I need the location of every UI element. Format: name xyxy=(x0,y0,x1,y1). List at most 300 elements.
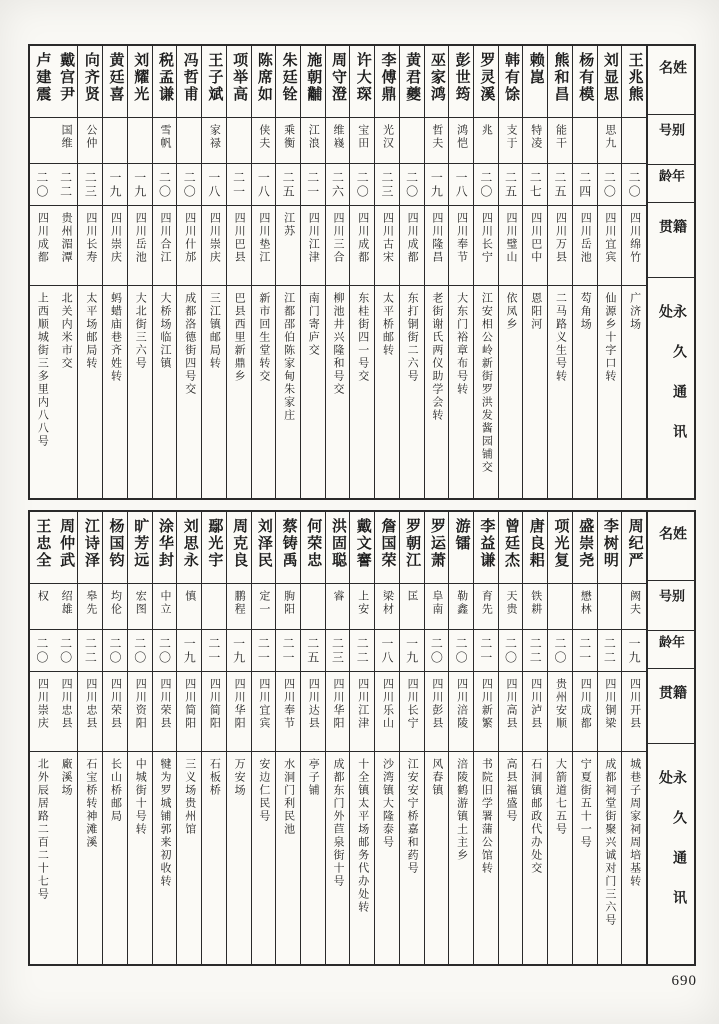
person-name-cell-text: 向齐贤 xyxy=(82,52,99,103)
person-age-cell-text: 二一 xyxy=(478,636,493,665)
person-alias-cell xyxy=(573,584,597,630)
person-origin-cell xyxy=(276,672,300,752)
person-origin-cell xyxy=(30,206,54,286)
person-name-cell xyxy=(350,46,374,118)
person-name-cell xyxy=(400,512,424,584)
person-name-cell xyxy=(153,46,177,118)
person-address-cell xyxy=(202,752,226,964)
person-age-cell-text: 二二 xyxy=(58,170,73,199)
person-origin-cell-text: 四川崇庆 xyxy=(109,212,122,264)
person-alias-cell xyxy=(474,584,498,630)
person-name-cell xyxy=(622,46,646,118)
person-age-cell xyxy=(54,164,78,206)
person-age-cell-text: 二七 xyxy=(528,170,543,199)
person-origin-cell xyxy=(326,206,350,286)
person-age-cell-text: 二一 xyxy=(231,170,246,199)
person-column xyxy=(177,512,202,964)
person-alias-cell xyxy=(78,118,102,164)
person-address-cell xyxy=(523,752,547,964)
person-age-cell-text: 二〇 xyxy=(627,170,642,199)
person-origin-cell-text: 四川乐山 xyxy=(381,678,394,730)
person-column xyxy=(103,512,128,964)
person-origin-cell xyxy=(54,206,78,286)
person-name-cell xyxy=(227,512,251,584)
person-origin-cell xyxy=(449,672,473,752)
person-address-cell-text: 水洞门利民池 xyxy=(282,758,295,836)
person-address-cell-text: 十全镇太平场邮务代办处转 xyxy=(356,758,369,914)
person-origin-cell xyxy=(375,672,399,752)
person-address-cell xyxy=(474,286,498,498)
person-address-cell-text: 长山桥邮局 xyxy=(109,758,122,823)
person-origin-cell-text: 四川成都 xyxy=(36,212,49,264)
person-name-cell xyxy=(474,512,498,584)
person-address-cell xyxy=(573,752,597,964)
person-origin-cell xyxy=(202,206,226,286)
person-name-cell-text: 游镭 xyxy=(453,518,470,552)
person-address-cell-text: 沙湾镇大隆泰号 xyxy=(381,758,394,849)
header-age-label-text: 年龄 xyxy=(657,168,685,186)
person-address-cell-text: 东桂街四一号交 xyxy=(356,292,369,383)
person-age-cell-text: 二〇 xyxy=(429,636,444,665)
person-age-cell xyxy=(548,164,572,206)
person-name-cell-text: 巫家鸿 xyxy=(428,52,445,103)
person-column xyxy=(350,512,375,964)
person-alias-cell xyxy=(375,118,399,164)
person-age-cell xyxy=(474,164,498,206)
person-name-cell-text: 施朝黼 xyxy=(305,52,322,103)
person-address-cell xyxy=(78,752,102,964)
person-address-cell-text: 石洞镇邮政代办处交 xyxy=(529,758,542,875)
person-address-cell-text: 成都东门外苣泉街十号 xyxy=(332,758,345,888)
person-age-cell xyxy=(153,164,177,206)
person-origin-cell-text: 四川崇庆 xyxy=(36,678,49,730)
person-address-cell xyxy=(54,752,78,964)
person-address-cell xyxy=(177,752,201,964)
person-address-cell-text: 仙源乡十字口转 xyxy=(603,292,616,383)
person-name-cell xyxy=(54,512,78,584)
person-origin-cell xyxy=(78,206,102,286)
person-alias-cell-text: 哲夫 xyxy=(430,124,443,150)
person-age-cell-text: 二〇 xyxy=(404,170,419,199)
person-age-cell xyxy=(548,630,572,672)
person-name-cell xyxy=(523,46,547,118)
person-alias-cell xyxy=(523,118,547,164)
person-name-cell xyxy=(227,46,251,118)
person-alias-cell xyxy=(326,118,350,164)
person-column xyxy=(573,46,598,498)
person-origin-cell-text: 四川江津 xyxy=(307,212,320,264)
person-column xyxy=(425,512,450,964)
person-address-cell xyxy=(326,752,350,964)
person-age-cell xyxy=(400,164,424,206)
person-alias-cell-text: 家禄 xyxy=(208,124,221,150)
person-alias-cell xyxy=(499,584,523,630)
person-origin-cell-text: 四川宜宾 xyxy=(257,678,270,730)
person-age-cell xyxy=(103,630,127,672)
person-alias-cell-text: 公仲 xyxy=(84,124,97,150)
person-origin-cell-text: 四川成都 xyxy=(579,678,592,730)
person-alias-cell xyxy=(54,584,78,630)
person-age-cell-text: 一九 xyxy=(627,636,642,665)
person-column xyxy=(128,512,153,964)
person-alias-cell-text: 鹏程 xyxy=(233,590,246,616)
person-address-cell-text: 大桥场临江镇 xyxy=(158,292,171,370)
person-address-cell-text: 三义场贵州馆 xyxy=(183,758,196,836)
person-age-cell xyxy=(78,164,102,206)
person-alias-cell xyxy=(30,584,54,630)
person-address-cell-text: 成都洛德街四号交 xyxy=(183,292,196,396)
person-age-cell-text: 二〇 xyxy=(355,170,370,199)
person-age-cell xyxy=(30,164,54,206)
person-origin-cell-text: 四川新繁 xyxy=(480,678,493,730)
person-address-cell xyxy=(54,286,78,498)
person-age-cell-text: 二〇 xyxy=(34,170,49,199)
person-age-cell xyxy=(301,164,325,206)
person-age-cell xyxy=(350,630,374,672)
person-age-cell xyxy=(474,630,498,672)
person-column xyxy=(54,512,79,964)
person-origin-cell-text: 四川高县 xyxy=(505,678,518,730)
person-name-cell xyxy=(598,46,622,118)
header-alias-label-text: 别号 xyxy=(657,589,685,611)
person-alias-cell xyxy=(276,118,300,164)
person-alias-cell-text: 国维 xyxy=(60,124,73,150)
person-name-cell xyxy=(523,512,547,584)
person-column xyxy=(54,46,79,498)
person-address-cell-text: 广济场 xyxy=(628,292,641,331)
person-address-cell xyxy=(598,286,622,498)
person-name-cell xyxy=(276,512,300,584)
person-age-cell xyxy=(598,630,622,672)
person-alias-cell xyxy=(177,118,201,164)
person-alias-cell xyxy=(449,118,473,164)
person-alias-cell xyxy=(252,584,276,630)
person-age-cell-text: 一九 xyxy=(429,170,444,199)
person-name-cell-text: 戴文謇 xyxy=(354,518,371,569)
person-name-cell xyxy=(202,46,226,118)
person-column xyxy=(622,512,647,964)
person-alias-cell xyxy=(400,118,424,164)
person-address-cell-text: 巴县西里新鼎乡 xyxy=(233,292,246,383)
person-address-cell-text: 大北街三六号 xyxy=(134,292,147,370)
person-age-cell-text: 二〇 xyxy=(157,636,172,665)
person-origin-cell xyxy=(227,206,251,286)
person-name-cell xyxy=(622,512,646,584)
person-address-cell-text: 犍为罗城铺郭来初收转 xyxy=(158,758,171,888)
person-address-cell xyxy=(622,286,646,498)
person-origin-cell-text: 四川璧山 xyxy=(505,212,518,264)
person-column xyxy=(252,512,277,964)
person-age-cell-text: 二三 xyxy=(330,636,345,665)
person-name-cell xyxy=(103,46,127,118)
person-column xyxy=(177,46,202,498)
person-column xyxy=(499,46,524,498)
person-age-cell xyxy=(202,164,226,206)
person-origin-cell xyxy=(153,672,177,752)
person-address-cell-text: 上西顺城街三多里内八八号 xyxy=(36,292,49,448)
person-name-cell xyxy=(177,46,201,118)
person-origin-cell-text: 四川什邡 xyxy=(183,212,196,264)
person-name-cell-text: 唐良耜 xyxy=(527,518,544,569)
person-name-cell-text: 洪固聪 xyxy=(330,518,347,569)
person-origin-cell-text: 四川崇庆 xyxy=(208,212,221,264)
person-address-cell xyxy=(449,286,473,498)
person-origin-cell xyxy=(301,206,325,286)
person-column xyxy=(326,46,351,498)
person-origin-cell-text: 四川奉节 xyxy=(455,212,468,264)
person-alias-cell xyxy=(350,584,374,630)
person-column xyxy=(400,512,425,964)
page-number: 690 xyxy=(671,973,697,989)
directory-table-bottom xyxy=(28,510,696,966)
person-name-cell xyxy=(375,46,399,118)
person-name-cell-text: 周守澄 xyxy=(330,52,347,103)
person-origin-cell-text: 四川巴县 xyxy=(233,212,246,264)
person-alias-cell-text: 阜南 xyxy=(430,590,443,616)
person-age-cell-text: 二〇 xyxy=(58,636,73,665)
person-column xyxy=(78,46,103,498)
header-name-label-text: 姓名 xyxy=(657,60,686,88)
person-origin-cell-text: 四川达县 xyxy=(307,678,320,730)
person-alias-cell xyxy=(400,584,424,630)
person-address-cell-text: 石板桥 xyxy=(208,758,221,797)
person-alias-cell xyxy=(523,584,547,630)
person-origin-cell xyxy=(523,672,547,752)
person-address-cell-text: 江安相公岭新街罗洪发酱园铺交 xyxy=(480,292,493,474)
person-alias-cell-text: 光汉 xyxy=(381,124,394,150)
person-name-cell-text: 王忠全 xyxy=(34,518,51,569)
person-name-cell xyxy=(252,46,276,118)
person-address-cell xyxy=(153,286,177,498)
person-name-cell-text: 罗朝江 xyxy=(404,518,421,569)
person-alias-cell-text: 勒鑫 xyxy=(455,590,468,616)
person-name-cell xyxy=(78,46,102,118)
header-origin-label xyxy=(648,669,694,744)
person-name-cell-text: 赖崑 xyxy=(527,52,544,86)
person-name-cell xyxy=(548,46,572,118)
person-origin-cell-text: 四川长宁 xyxy=(406,678,419,730)
person-name-cell-text: 周克良 xyxy=(231,518,248,569)
person-column xyxy=(523,46,548,498)
person-alias-cell xyxy=(227,584,251,630)
person-origin-cell-text: 四川万县 xyxy=(554,212,567,264)
person-column xyxy=(128,46,153,498)
person-address-cell xyxy=(350,286,374,498)
person-alias-cell-text: 乘衡 xyxy=(282,124,295,150)
header-name-label xyxy=(648,512,694,581)
person-alias-cell xyxy=(622,584,646,630)
person-address-cell xyxy=(375,286,399,498)
person-name-cell xyxy=(499,512,523,584)
person-name-cell xyxy=(548,512,572,584)
person-address-cell xyxy=(227,286,251,498)
person-origin-cell xyxy=(523,206,547,286)
person-name-cell-text: 项光复 xyxy=(552,518,569,569)
person-name-cell-text: 詹国荣 xyxy=(379,518,396,569)
header-alias-label xyxy=(648,115,694,165)
person-age-cell-text: 一九 xyxy=(108,170,123,199)
person-origin-cell xyxy=(400,672,424,752)
person-origin-cell-text: 四川华阳 xyxy=(233,678,246,730)
person-age-cell xyxy=(573,164,597,206)
person-alias-cell xyxy=(78,584,102,630)
person-address-cell-text: 石宝桥转神滩溪 xyxy=(84,758,97,849)
person-age-cell-text: 二〇 xyxy=(454,636,469,665)
person-age-cell xyxy=(30,630,54,672)
person-address-cell xyxy=(523,286,547,498)
person-age-cell xyxy=(103,164,127,206)
person-age-cell-text: 二五 xyxy=(305,636,320,665)
person-name-cell xyxy=(153,512,177,584)
person-address-cell-text: 太平场邮局转 xyxy=(84,292,97,370)
person-column xyxy=(202,46,227,498)
person-address-cell xyxy=(474,752,498,964)
person-name-cell-text: 刘耀光 xyxy=(132,52,149,103)
person-alias-cell-text: 宏图 xyxy=(134,590,147,616)
person-origin-cell-text: 四川垫江 xyxy=(257,212,270,264)
person-column xyxy=(375,512,400,964)
person-name-cell xyxy=(54,46,78,118)
person-age-cell xyxy=(227,630,251,672)
person-column xyxy=(375,46,400,498)
person-alias-cell xyxy=(153,584,177,630)
person-alias-cell xyxy=(425,584,449,630)
person-name-cell xyxy=(103,512,127,584)
person-alias-cell xyxy=(474,118,498,164)
person-name-cell xyxy=(177,512,201,584)
person-name-cell-text: 刘泽民 xyxy=(255,518,272,569)
header-age-label-text: 年龄 xyxy=(657,634,685,652)
person-address-cell-text: 北外辰居路二百二十七号 xyxy=(36,758,49,901)
person-alias-cell xyxy=(153,118,177,164)
person-origin-cell xyxy=(474,206,498,286)
person-column xyxy=(103,46,128,498)
person-alias-cell-text: 天贵 xyxy=(505,590,518,616)
person-age-cell xyxy=(227,164,251,206)
person-age-cell-text: 二五 xyxy=(503,170,518,199)
person-address-cell xyxy=(499,752,523,964)
person-origin-cell xyxy=(54,672,78,752)
person-address-cell xyxy=(548,286,572,498)
person-age-cell-text: 二二 xyxy=(355,636,370,665)
person-origin-cell xyxy=(177,206,201,286)
person-name-cell xyxy=(78,512,102,584)
person-origin-cell xyxy=(499,672,523,752)
person-column xyxy=(622,46,647,498)
person-column xyxy=(598,46,623,498)
person-name-cell xyxy=(425,46,449,118)
person-name-cell xyxy=(301,46,325,118)
person-name-cell xyxy=(326,46,350,118)
person-alias-cell-text: 定一 xyxy=(257,590,270,616)
person-origin-cell xyxy=(252,206,276,286)
person-origin-cell-text: 四川开县 xyxy=(628,678,641,730)
person-alias-cell-text: 江浪 xyxy=(307,124,320,150)
person-age-cell xyxy=(523,164,547,206)
person-alias-cell-text: 育先 xyxy=(480,590,493,616)
person-origin-cell xyxy=(177,672,201,752)
person-origin-cell xyxy=(598,672,622,752)
person-address-cell xyxy=(103,752,127,964)
person-name-cell-text: 李益谦 xyxy=(478,518,495,569)
person-address-cell-text: 江都邵伯陈家甸朱家庄 xyxy=(282,292,295,422)
person-alias-cell-text: 上安 xyxy=(356,590,369,616)
person-address-cell-text: 江安安宁桥嘉和药号 xyxy=(406,758,419,875)
person-name-cell-text: 彭世筠 xyxy=(453,52,470,103)
person-age-cell xyxy=(202,630,226,672)
person-origin-cell xyxy=(103,672,127,752)
person-age-cell-text: 二三 xyxy=(379,170,394,199)
person-column xyxy=(523,512,548,964)
person-name-cell-text: 陈席如 xyxy=(255,52,272,103)
person-address-cell xyxy=(276,286,300,498)
person-alias-cell-text: 懋林 xyxy=(579,590,592,616)
person-alias-cell xyxy=(375,584,399,630)
person-name-cell xyxy=(425,512,449,584)
person-address-cell-text: 南门寄庐交 xyxy=(307,292,320,357)
person-origin-cell-text: 四川奉节 xyxy=(282,678,295,730)
person-alias-cell xyxy=(227,118,251,164)
person-column xyxy=(598,512,623,964)
person-origin-cell-text: 四川江津 xyxy=(356,678,369,730)
person-alias-cell-text: 睿 xyxy=(332,590,345,603)
person-origin-cell xyxy=(499,206,523,286)
person-column xyxy=(153,46,178,498)
person-alias-cell xyxy=(326,584,350,630)
person-name-cell xyxy=(400,46,424,118)
person-origin-cell xyxy=(276,206,300,286)
person-address-cell xyxy=(326,286,350,498)
person-alias-cell xyxy=(548,118,572,164)
person-address-cell-text: 恩阳河 xyxy=(529,292,542,331)
person-address-cell xyxy=(425,752,449,964)
person-column xyxy=(30,46,54,498)
person-age-cell xyxy=(78,630,102,672)
person-name-cell-text: 项举高 xyxy=(231,52,248,103)
person-age-cell-text: 二一 xyxy=(305,170,320,199)
person-address-cell xyxy=(227,752,251,964)
person-address-cell-text: 安边仁民号 xyxy=(257,758,270,823)
person-name-cell xyxy=(30,46,54,118)
person-origin-cell-text: 四川合江 xyxy=(158,212,171,264)
person-origin-cell xyxy=(252,672,276,752)
person-origin-cell xyxy=(128,206,152,286)
header-alias-label xyxy=(648,581,694,631)
person-alias-cell xyxy=(177,584,201,630)
person-address-cell xyxy=(153,752,177,964)
directory-table-top xyxy=(28,44,696,500)
person-alias-cell xyxy=(499,118,523,164)
header-origin-label-text: 籍贯 xyxy=(657,684,686,715)
person-origin-cell xyxy=(548,206,572,286)
person-alias-cell xyxy=(449,584,473,630)
header-column xyxy=(647,46,694,498)
person-address-cell xyxy=(128,286,152,498)
person-age-cell xyxy=(425,630,449,672)
person-name-cell-text: 刘思永 xyxy=(181,518,198,569)
person-age-cell-text: 二二 xyxy=(528,636,543,665)
person-name-cell-text: 江诗泽 xyxy=(82,518,99,569)
person-origin-cell xyxy=(622,672,646,752)
person-origin-cell-text: 四川绵竹 xyxy=(628,212,641,264)
person-name-cell xyxy=(202,512,226,584)
person-name-cell-text: 杨国钧 xyxy=(107,518,124,569)
person-age-cell-text: 一九 xyxy=(182,636,197,665)
person-age-cell xyxy=(177,164,201,206)
person-name-cell-text: 蔡铸禹 xyxy=(280,518,297,569)
person-origin-cell xyxy=(103,206,127,286)
person-address-cell-text: 廠溪场 xyxy=(60,758,73,797)
